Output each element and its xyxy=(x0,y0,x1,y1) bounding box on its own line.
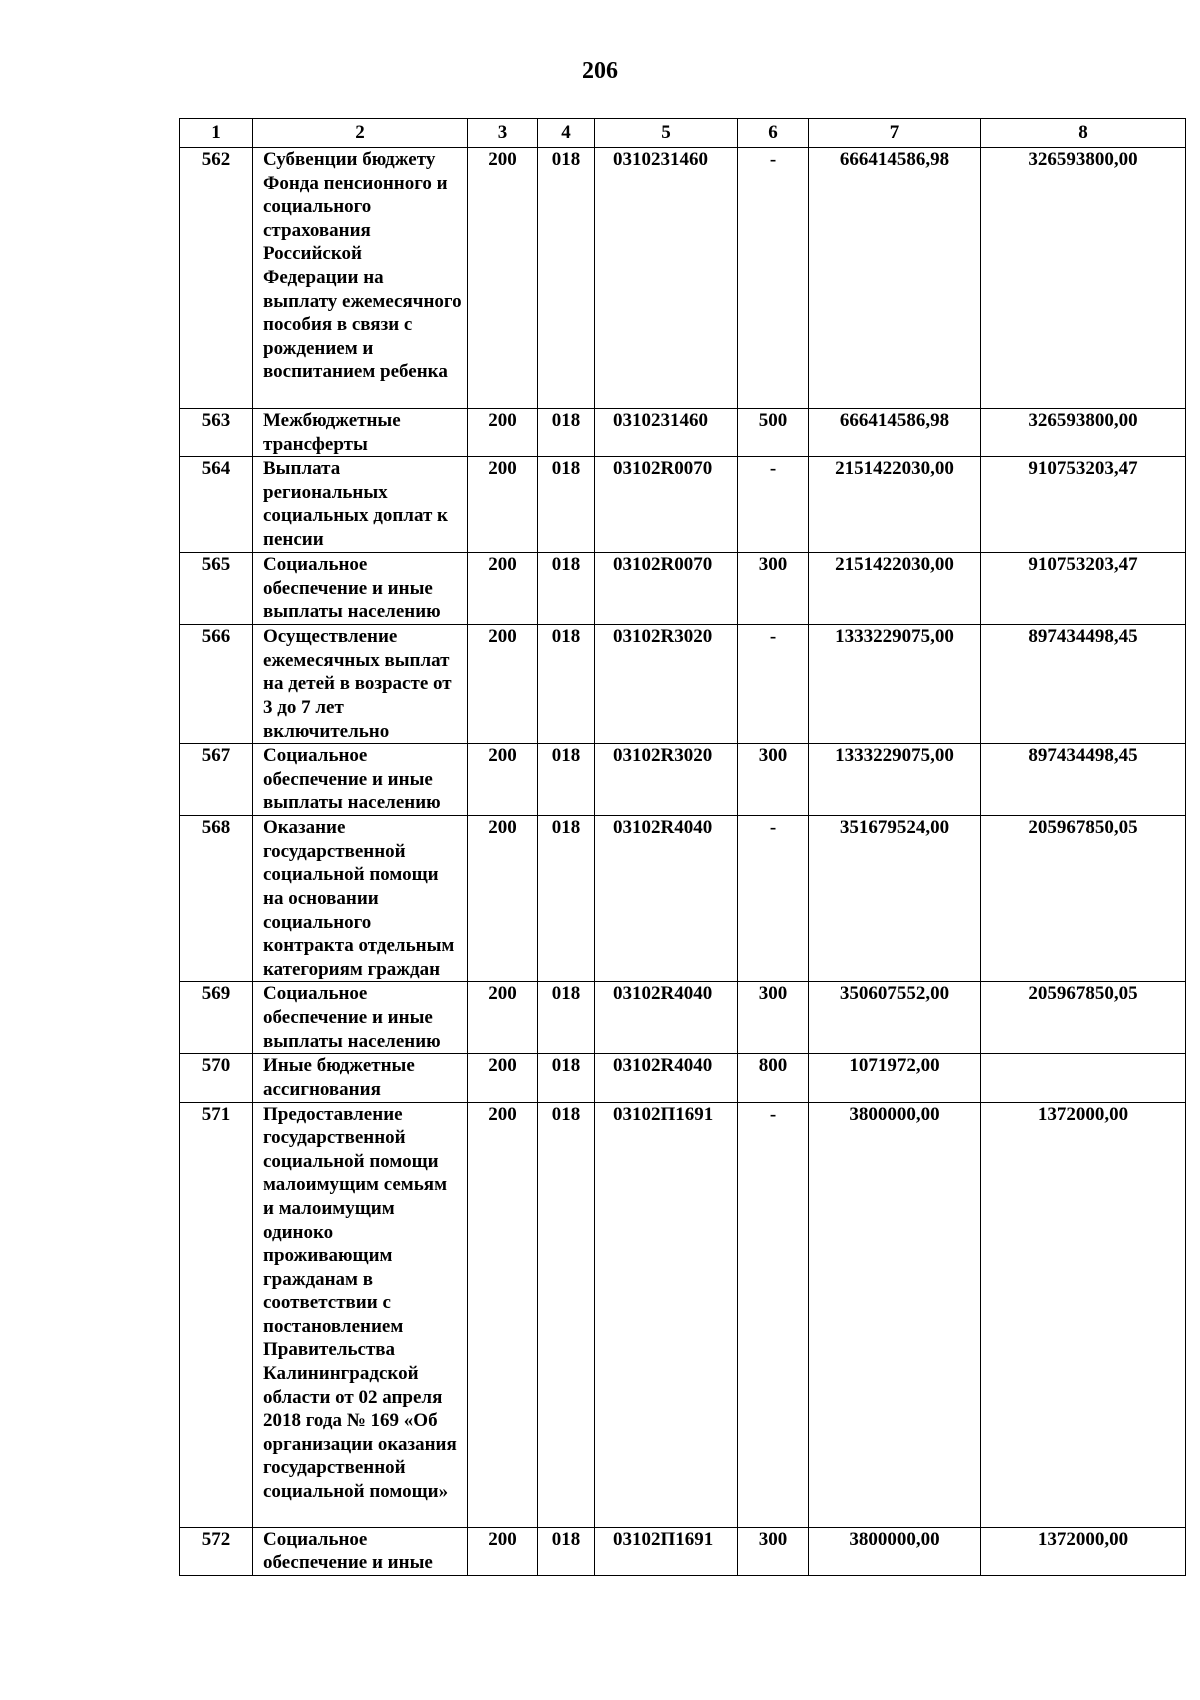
section-code: 200 xyxy=(468,816,538,982)
target-code: 0310231460 xyxy=(595,148,738,409)
budget-table xyxy=(179,118,1186,1576)
target-code: 03102R4040 xyxy=(595,816,738,982)
column-header: 5 xyxy=(595,119,738,148)
row-number: 568 xyxy=(180,816,253,982)
ministry-code: 018 xyxy=(538,1102,595,1527)
ministry-code: 018 xyxy=(538,1527,595,1575)
amount-plan: 3800000,00 xyxy=(809,1527,981,1575)
section-code: 200 xyxy=(468,553,538,625)
expense-type: 300 xyxy=(738,553,809,625)
header-row xyxy=(180,119,1186,148)
target-code: 03102R3020 xyxy=(595,744,738,816)
amount-plan: 1333229075,00 xyxy=(809,625,981,744)
row-name: Социальное обеспечение и иные выплаты населению xyxy=(253,982,468,1054)
row-name: Выплата региональных социальных доплат к пенсии xyxy=(253,457,468,553)
table-row xyxy=(180,457,1186,553)
amount-actual: 205967850,05 xyxy=(981,982,1186,1054)
ministry-code: 018 xyxy=(538,553,595,625)
row-name: Субвенции бюджету Фонда пенсионного и социального страхования Российской Федерации на выплату ежемесячного пособия в связи с рождением и воспитанием ребенка xyxy=(253,148,468,409)
target-code: 03102R0070 xyxy=(595,457,738,553)
expense-type: 300 xyxy=(738,744,809,816)
section-code: 200 xyxy=(468,457,538,553)
row-name: Осуществление ежемесячных выплат на детей в возрасте от 3 до 7 лет включительно xyxy=(253,625,468,744)
ministry-code: 018 xyxy=(538,982,595,1054)
expense-type: - xyxy=(738,816,809,982)
row-number: 572 xyxy=(180,1527,253,1575)
amount-plan: 1071972,00 xyxy=(809,1054,981,1102)
amount-actual: 897434498,45 xyxy=(981,744,1186,816)
amount-plan: 666414586,98 xyxy=(809,148,981,409)
row-name: Межбюджетные трансферты xyxy=(253,409,468,457)
amount-actual xyxy=(981,1054,1186,1102)
table-row xyxy=(180,409,1186,457)
amount-plan: 1333229075,00 xyxy=(809,744,981,816)
ministry-code: 018 xyxy=(538,744,595,816)
expense-type: - xyxy=(738,1102,809,1527)
amount-plan: 350607552,00 xyxy=(809,982,981,1054)
section-code: 200 xyxy=(468,982,538,1054)
amount-actual: 1372000,00 xyxy=(981,1102,1186,1527)
row-number: 564 xyxy=(180,457,253,553)
amount-plan: 2151422030,00 xyxy=(809,553,981,625)
expense-type: - xyxy=(738,148,809,409)
row-name: Оказание государственной социальной помощи на основании социального контракта отдельным категориям граждан xyxy=(253,816,468,982)
row-number: 565 xyxy=(180,553,253,625)
section-code: 200 xyxy=(468,409,538,457)
ministry-code: 018 xyxy=(538,409,595,457)
amount-actual: 910753203,47 xyxy=(981,457,1186,553)
column-header: 6 xyxy=(738,119,809,148)
section-code: 200 xyxy=(468,744,538,816)
table-row xyxy=(180,1527,1186,1575)
ministry-code: 018 xyxy=(538,148,595,409)
row-number: 562 xyxy=(180,148,253,409)
section-code: 200 xyxy=(468,1102,538,1527)
amount-plan: 351679524,00 xyxy=(809,816,981,982)
column-header: 3 xyxy=(468,119,538,148)
row-name: Иные бюджетные ассигнования xyxy=(253,1054,468,1102)
amount-actual: 1372000,00 xyxy=(981,1527,1186,1575)
table-row xyxy=(180,744,1186,816)
target-code: 03102R0070 xyxy=(595,553,738,625)
table-row xyxy=(180,553,1186,625)
row-number: 569 xyxy=(180,982,253,1054)
section-code: 200 xyxy=(468,148,538,409)
row-name: Предоставление государственной социальной помощи малоимущим семьям и малоимущим одиноко проживающим гражданам в соответствии с постановлением Правительства Калининградской области от 02 апреля 2018 года № 169 «Об организации оказания государственной социальной помощи» xyxy=(253,1102,468,1527)
page-number: 206 xyxy=(582,58,618,84)
section-code: 200 xyxy=(468,1527,538,1575)
ministry-code: 018 xyxy=(538,1054,595,1102)
amount-plan: 666414586,98 xyxy=(809,409,981,457)
expense-type: 800 xyxy=(738,1054,809,1102)
amount-actual: 910753203,47 xyxy=(981,553,1186,625)
section-code: 200 xyxy=(468,625,538,744)
table-row xyxy=(180,816,1186,982)
amount-actual: 205967850,05 xyxy=(981,816,1186,982)
row-number: 567 xyxy=(180,744,253,816)
amount-plan: 3800000,00 xyxy=(809,1102,981,1527)
target-code: 0310231460 xyxy=(595,409,738,457)
row-number: 570 xyxy=(180,1054,253,1102)
row-name: Социальное обеспечение и иные выплаты населению xyxy=(253,553,468,625)
column-header: 8 xyxy=(981,119,1186,148)
ministry-code: 018 xyxy=(538,816,595,982)
column-header: 1 xyxy=(180,119,253,148)
target-code: 03102R4040 xyxy=(595,1054,738,1102)
table-row xyxy=(180,148,1186,409)
expense-type: - xyxy=(738,457,809,553)
table-row xyxy=(180,1054,1186,1102)
column-header: 4 xyxy=(538,119,595,148)
amount-actual: 326593800,00 xyxy=(981,409,1186,457)
amount-actual: 897434498,45 xyxy=(981,625,1186,744)
ministry-code: 018 xyxy=(538,457,595,553)
row-number: 571 xyxy=(180,1102,253,1527)
table-row xyxy=(180,1102,1186,1527)
column-header: 7 xyxy=(809,119,981,148)
target-code: 03102R4040 xyxy=(595,982,738,1054)
ministry-code: 018 xyxy=(538,625,595,744)
target-code: 03102R3020 xyxy=(595,625,738,744)
row-name: Социальное обеспечение и иные выплаты населению xyxy=(253,744,468,816)
amount-actual: 326593800,00 xyxy=(981,148,1186,409)
table-row xyxy=(180,625,1186,744)
target-code: 03102П1691 xyxy=(595,1527,738,1575)
expense-type: - xyxy=(738,625,809,744)
expense-type: 300 xyxy=(738,1527,809,1575)
expense-type: 300 xyxy=(738,982,809,1054)
target-code: 03102П1691 xyxy=(595,1102,738,1527)
expense-type: 500 xyxy=(738,409,809,457)
amount-plan: 2151422030,00 xyxy=(809,457,981,553)
section-code: 200 xyxy=(468,1054,538,1102)
column-header: 2 xyxy=(253,119,468,148)
table-row xyxy=(180,982,1186,1054)
row-name: Социальное обеспечение и иные xyxy=(253,1527,468,1575)
row-number: 566 xyxy=(180,625,253,744)
row-number: 563 xyxy=(180,409,253,457)
